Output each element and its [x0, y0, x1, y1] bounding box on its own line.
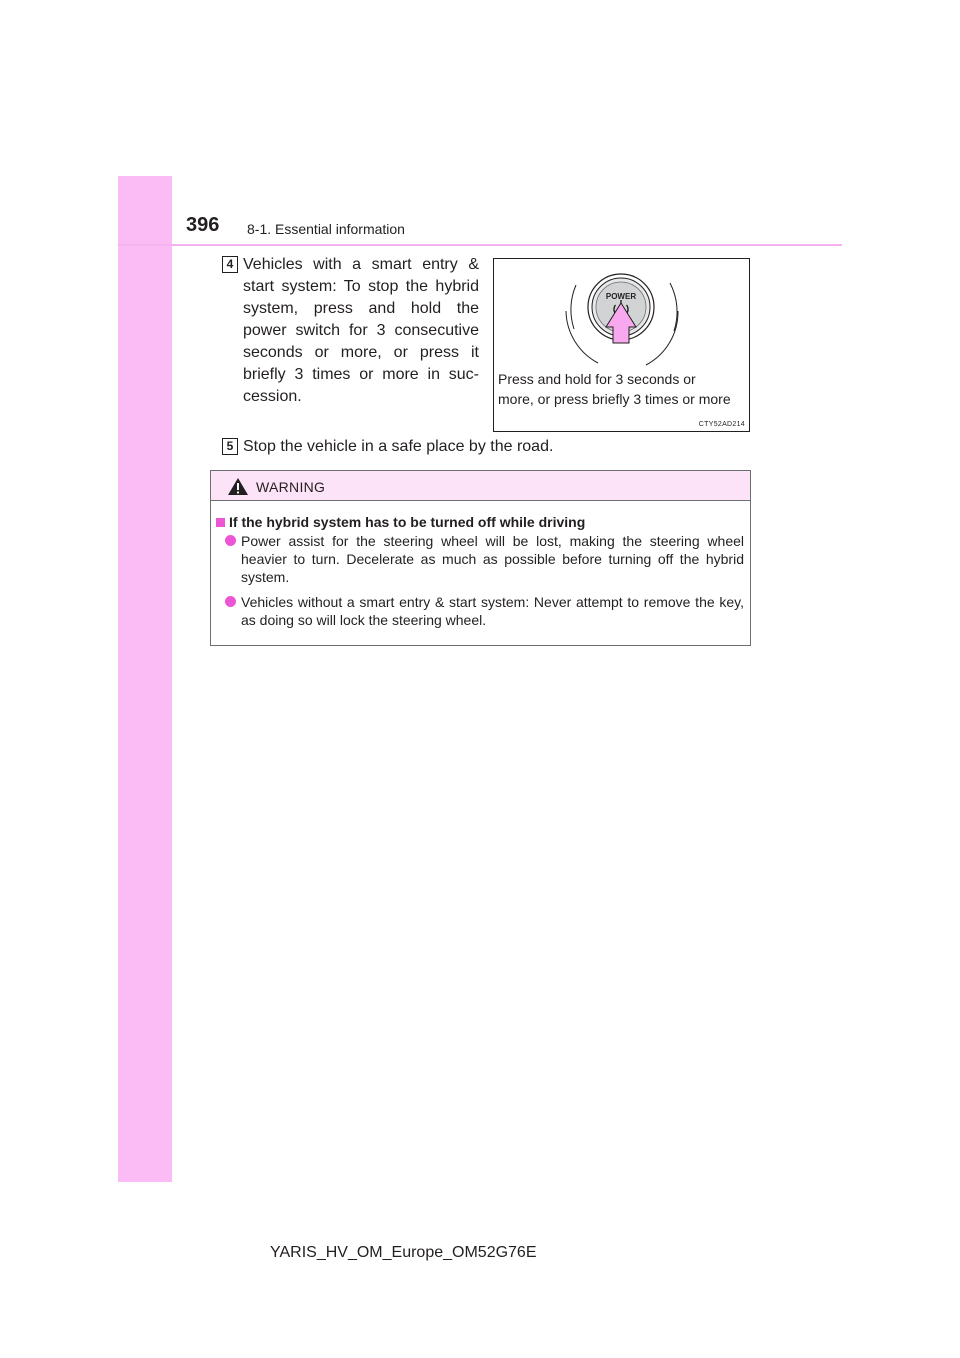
step-badge-4: 4 — [222, 256, 238, 273]
footer-doc-code: YARIS_HV_OM_Europe_OM52G76E — [270, 1244, 537, 1261]
step-badge-5: 5 — [222, 438, 238, 455]
section-title: 8-1. Essential information — [247, 221, 405, 237]
header-rule — [118, 244, 842, 246]
warning-box — [210, 470, 751, 646]
circle-bullet-icon — [225, 535, 236, 546]
warning-bullet-2 — [225, 593, 744, 629]
warning-bullet-text: Power assist for the steering wheel will be lost, making the steering wheel heavier to turn. Decelerate as much as possible before turning off the hybrid system. — [241, 533, 744, 585]
figure-caption — [498, 369, 750, 409]
warning-title-text: If the hybrid system has to be turned off while driving — [229, 514, 586, 530]
page-number: 396 — [186, 214, 220, 236]
power-button-label: POWER — [605, 292, 637, 301]
circle-bullet-icon — [225, 596, 236, 607]
figure-caption-line-1: Press and hold for 3 seconds or — [498, 371, 696, 387]
warning-header — [211, 471, 750, 501]
warning-label: WARNING — [256, 479, 326, 495]
step-5-text: Stop the vehicle in a safe place by the road. — [243, 438, 554, 455]
warning-bullet-text: Vehicles without a smart entry & start system: Never attempt to remove the key, as doing so will lock the steering wheel. — [241, 594, 744, 628]
square-bullet-icon — [216, 518, 225, 527]
warning-title — [216, 514, 585, 530]
warning-triangle-icon — [227, 477, 249, 496]
step-4-text: Vehicles with a smart entry & start system: To stop the hybrid system, press and hold the power switch for 3 consecutive seconds or more, or press it briefly 3 times or more in suc-cession. — [243, 256, 479, 405]
figure-code: CTY52AD214 — [698, 421, 745, 428]
side-tab-band — [118, 176, 172, 1182]
warning-bullet-1 — [225, 532, 744, 586]
figure-caption-line-2: more, or press briefly 3 times or more — [498, 391, 731, 407]
power-switch-figure — [493, 258, 750, 432]
